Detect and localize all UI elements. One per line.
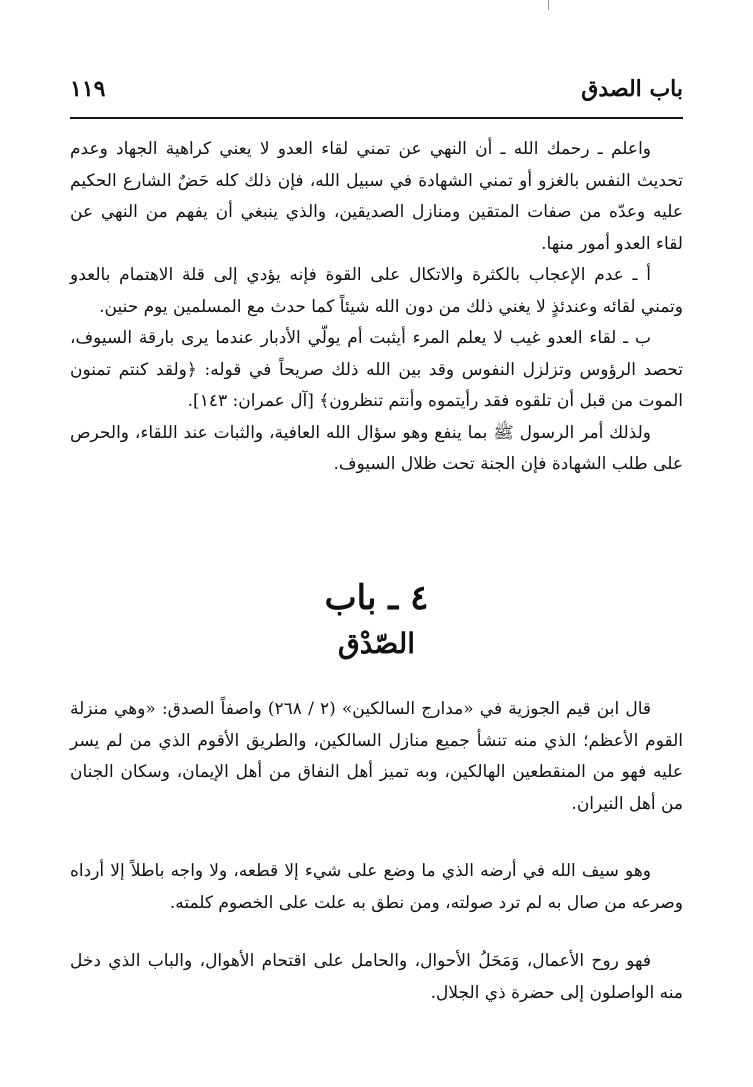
paragraph: وهو سيف الله في أرضه الذي ما وضع على شيء إلا قطعه، ولا واجه باطلاً إلا أرداه وصرعه من صال به لم ترد صولته، ومن نطق به علت على الخصوم كلمته. — [70, 861, 683, 913]
paragraph: أ ـ عدم الإعجاب بالكثرة والاتكال على القوة فإنه يؤدي إلى قلة الاهتمام بالعدو وتمني لقائه وعندئذٍ لا يغني ذلك من دون الله شيئاً كما حدث مع المسلمين يوم حنين. — [70, 265, 683, 317]
paragraph: ب ـ لقاء العدو غيب لا يعلم المرء أيثبت أم يولّي الأدبار عندما يرى بارقة السيوف، تحصد الرؤوس وتزلزل النفوس وقد بين الله ذلك صريحاً في قوله: ﴿ولقد كنتم تمنون الموت من قبل أن تلقوه فقد رأيتموه وأنتم تنظرون﴾ [آل عمران: ١٤٣]. — [70, 328, 683, 411]
section-one — [70, 134, 683, 481]
header-title: باب الصدق — [581, 76, 683, 102]
page-number: ١١٩ — [70, 76, 106, 102]
section-two — [70, 694, 683, 820]
header-rule — [70, 117, 683, 119]
chapter-subtitle: الصّدْق — [337, 627, 415, 660]
paragraph: واعلم ـ رحمك الله ـ أن النهي عن تمني لقاء العدو لا يعني كراهية الجهاد وعدم تحديث النفس بالغزو أو تمني الشهادة في سبيل الله، فإن ذلك كله حَضٌ الشارع الحكيم عليه وعدّه من صفات المتقين ومنازل الصديقين، والذي ينبغي أن يفهم من النهي عن لقاء العدو أمور منها. — [70, 139, 683, 254]
paragraph: فهو روح الأعمال، وَمَحَلُ الأحوال، والحامل على اقتحام الأهوال، والباب الذي دخل منه الواصلون إلى حضرة ذي الجلال. — [70, 951, 683, 1003]
chapter-heading — [70, 578, 683, 662]
scan-mark — [548, 0, 549, 10]
running-header — [70, 76, 683, 112]
paragraph: قال ابن قيم الجوزية في «مدارج السالكين» (٢ / ٢٦٨) واصفاً الصدق: «وهي منزلة القوم الأعظم؛ الذي منه تنشأ جميع منازل السالكين، والطريق الأقوم الذي من لم يسر عليه فهو من المنقطعين الهالكين، وبه تميز أهل النفاق من أهل الإيمان، وسكان الجنان من أهل النيران. — [70, 699, 683, 814]
paragraph: ولذلك أمر الرسول ﷺ بما ينفع وهو سؤال الله العافية، والثبات عند اللقاء، والحرص على طلب الشهادة فإن الجنة تحت ظلال السيوف. — [70, 422, 683, 474]
section-two-c — [70, 946, 683, 1009]
section-two-b — [70, 856, 683, 919]
chapter-number-title: ٤ ـ باب — [324, 578, 429, 618]
